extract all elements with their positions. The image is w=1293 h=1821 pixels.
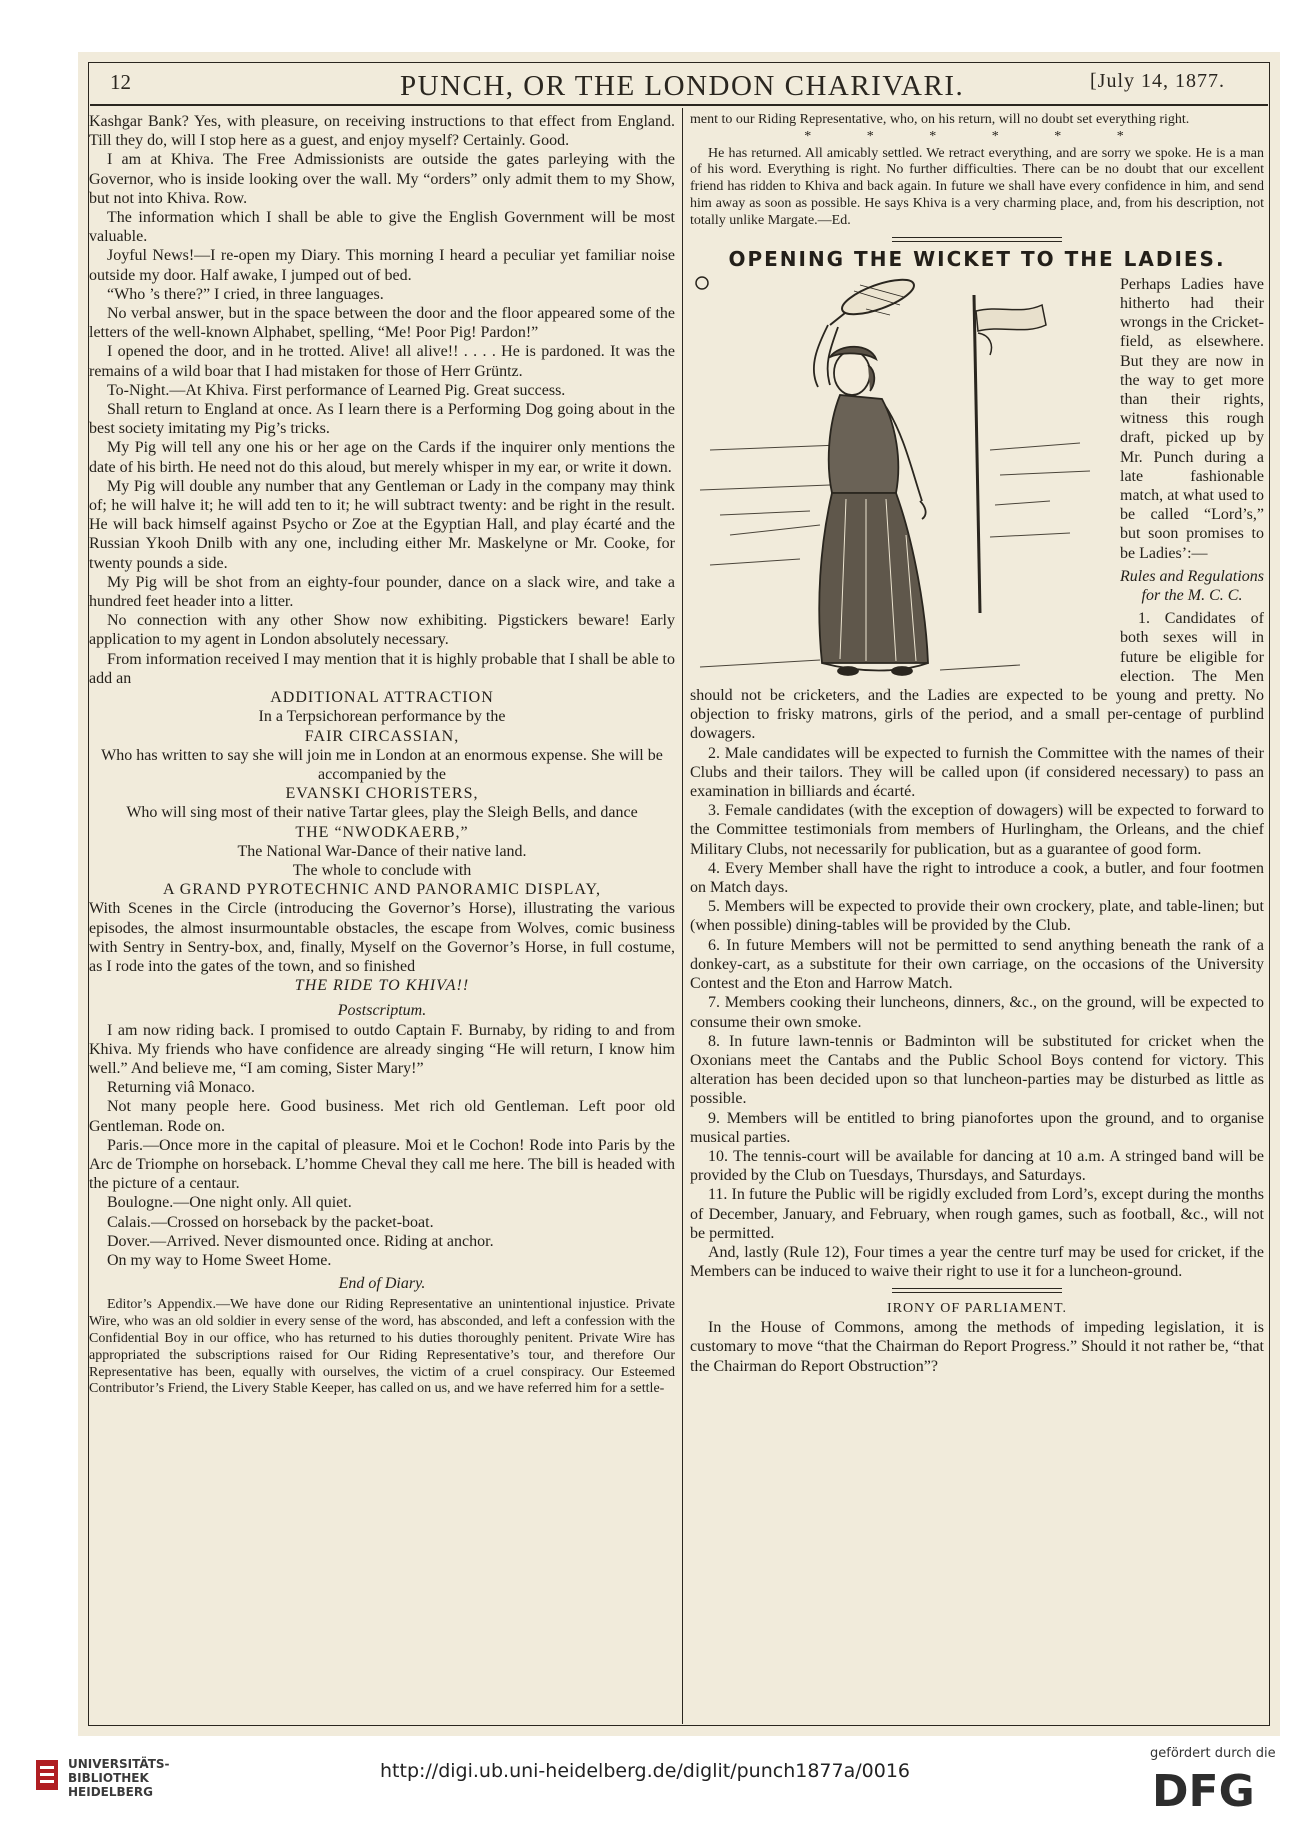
bill-line: In a Terpsichorean performance by the xyxy=(258,708,506,726)
rule-item: 10. The tennis-court will be available for dancing at 10 a.m. A stringed band will be provided by the Club on Tuesdays, Thursdays, and Saturdays. xyxy=(690,1147,1264,1185)
intro-paragraph: Perhaps Ladies have hitherto had their wrongs in the Cricket-field, as elsewhere. But they are now in the way to get more than their rights, witness this rough draft, picked up by Mr. Punch during a late fashionable match, at what used to be called “Lord’s,” but soon promises to be Ladies’:— xyxy=(1120,275,1264,562)
library-line: UNIVERSITÄTS- xyxy=(68,1757,170,1771)
page-number: 12 xyxy=(110,70,131,94)
irony-title: IRONY OF PARLIAMENT. xyxy=(886,1301,1068,1317)
paragraph: He has returned. All amicably settled. We retract everything, and are sorry we spoke. He is a man of his word. Everything is right. No further difficulties. There can be no doubt that our excellent friend has ridden to Khiva and back again. In future we shall have every confidence in him, and send him away as soon as possible. He says Khiva is a very charming place, and, from his description, not totally unlike Margate.—Ed. xyxy=(690,145,1264,228)
paragraph: Not many people here. Good business. Met rich old Gentleman. Left poor old Gentleman. Rode on. xyxy=(89,1098,675,1135)
paragraph: No connection with any other Show now exhibiting. Pigstickers beware! Early application to my agent in London absolutely necessary. xyxy=(89,612,675,649)
paragraph: My Pig will double any number that any Gentleman or Lady in the company may think of; he will halve it; he will add ten to it; he will subtract twenty: and be right in the result. He will back himself against Psycho or Zoe at the Egyptian Hall, and play écarté and the Russian Ykooh Dnilb with any one, including either Mr. Maskelyne or Mr. Cooke, for twenty pounds a side. xyxy=(89,477,675,572)
header-rule xyxy=(90,104,1268,106)
article-intro xyxy=(1120,275,1264,609)
playbill xyxy=(89,688,675,899)
page-title: PUNCH, OR THE LONDON CHARIVARI. xyxy=(400,70,965,102)
bill-line: The National War-Dance of their native land. xyxy=(237,842,527,860)
funding-note: gefördert durch die xyxy=(1150,1746,1276,1761)
paragraph: Paris.—Once more in the capital of pleasure. Moi et le Cochon! Rode into Paris by the Arc de Triomphe on horseback. L’homme Cheval they call me here. The bill is headed with the picture of a centaur. xyxy=(89,1136,675,1193)
paragraph: On my way to Home Sweet Home. xyxy=(107,1251,332,1269)
ride-heading: THE RIDE TO KHIVA!! xyxy=(294,977,470,995)
bill-line: The whole to conclude with xyxy=(292,861,472,879)
rule-item: 8. In future lawn-tennis or Badminton will be substituted for cricket when the Oxonians meet the Cantabs and the Public School Boys contend for victory. This alteration has been decided upon so that luncheon-parties may be disturbed as little as possible. xyxy=(690,1032,1264,1108)
column-rule xyxy=(682,108,683,1724)
paragraph: From information received I may mention that it is highly probable that I shall be able to add an xyxy=(89,650,675,687)
tennis-lady-illustration xyxy=(690,275,1112,679)
rule-item: And, lastly (Rule 12), Four times a year the centre turf may be used for cricket, if the Members can be induced to waive their right to use it for a luncheon-ground. xyxy=(690,1243,1264,1281)
illustration-svg xyxy=(690,275,1112,679)
left-column xyxy=(89,112,675,1398)
rule-item: 9. Members will be entitled to bring pianofortes upon the ground, and to organise musical parties. xyxy=(690,1109,1264,1146)
paragraph: Kashgar Bank? Yes, with pleasure, on receiving instructions to that effect from England. Till they do, will I stop here as a guest, and enjoy myself? Certainly. Good. xyxy=(89,113,675,150)
paragraph: ment to our Riding Representative, who, on his return, will no doubt set everything right. xyxy=(690,112,1190,127)
paragraph: Shall return to England at once. As I learn there is a Performing Dog going about in the best society imitating my Pig’s tricks. xyxy=(89,401,675,438)
footer-bar xyxy=(0,1738,1293,1821)
rules-heading: Rules and Regulations for the M. C. C. xyxy=(1120,567,1264,605)
rule-item: 2. Male candidates will be expected to furnish the Committee with the names of their Clubs and their tailors. They will be called upon (if considered necessary) to pass an examination in billiards and écarté. xyxy=(690,744,1264,801)
article-title: OPENING THE WICKET TO THE LADIES. xyxy=(728,246,1226,271)
paragraph: I am now riding back. I promised to outdo Captain F. Burnaby, by riding to and from Khiva. My friends who have confidence are already singing “He will return, I know him well.” And believe me, “I am coming, Sister Mary!” xyxy=(89,1021,675,1077)
paragraph: I am at Khiva. The Free Admissionists are outside the gates parleying with the Governor, who is inside looking over the wall. My “orders” only admit them to my Show, but not into Khiva. Row. xyxy=(89,151,675,207)
dfg-logo-icon xyxy=(1150,1766,1276,1810)
section-rule xyxy=(892,237,1062,242)
paragraph: The information which I shall be able to give the English Government will be most valuable. xyxy=(89,209,675,246)
paragraph: Calais.—Crossed on horseback by the packet-boat. xyxy=(107,1213,434,1231)
paragraph: To-Night.—At Khiva. First performance of Learned Pig. Great success. xyxy=(107,381,566,399)
rule-item: 1. Candidates of both sexes will in future be eligible for election. The Men should not be cricketers, and the Ladies are expected to be young and pretty. No objection to frisky matrons, girls of the period, and a small per-centage of purblind dowagers. xyxy=(690,610,1264,743)
paragraph: Joyful News!—I re-open my Diary. This morning I heard a peculiar yet familiar noise outside my door. Half awake, I jumped out of bed. xyxy=(89,247,675,284)
rule-item: 5. Members will be expected to provide their own crockery, plate, and table-linen; but (when possible) dining-tables will be provided by the Club. xyxy=(690,898,1264,935)
dfg-logo-text: DFG xyxy=(1152,1766,1255,1810)
university-library-logo-icon xyxy=(34,1758,62,1794)
rule-item: 11. In future the Public will be rigidly excluded from Lord’s, except during the months of December, January, and February, when rough games, such as football, &c., will not be permitted. xyxy=(690,1186,1264,1242)
end-of-diary: End of Diary. xyxy=(338,1275,426,1293)
asterism: * * * * * * xyxy=(804,128,1150,144)
bill-line: A GRAND PYROTECHNIC AND PANORAMIC DISPLAY, xyxy=(163,881,601,899)
paragraph: No verbal answer, but in the space between the door and the floor appeared some of the letters of the well-known Alphabet, spelling, “Me! Poor Pig! Pardon!” xyxy=(89,305,675,342)
rule-item: 7. Members cooking their luncheons, dinners, &c., on the ground, will be expected to consume their own smoke. xyxy=(690,994,1264,1031)
bill-line: EVANSKI CHORISTERS, xyxy=(285,785,479,803)
source-url-link[interactable]: http://digi.ub.uni-heidelberg.de/diglit/punch1877a/0016 xyxy=(380,1760,910,1782)
irony-paragraph: In the House of Commons, among the methods of impeding legislation, it is customary to move “that the Chairman do Report Progress.” Should it not rather be, “that the Chairman do Report Obstruction”? xyxy=(690,1319,1264,1375)
paragraph: “Who ’s there?” I cried, in three languages. xyxy=(107,285,384,303)
page-date: [July 14, 1877. xyxy=(1090,70,1225,92)
bill-line: FAIR CIRCASSIAN, xyxy=(304,727,460,745)
library-line: HEIDELBERG xyxy=(68,1785,153,1799)
bill-line: ADDITIONAL ATTRACTION xyxy=(270,689,494,707)
right-column xyxy=(690,112,1264,1376)
paragraph: My Pig will tell any one his or her age on the Cards if the inquirer only mentions the date of his birth. He need not do this aloud, but merely whisper in my ear, or write it down. xyxy=(89,439,675,476)
paragraph: I opened the door, and in he trotted. Alive! all alive!! . . . . He is pardoned. It was the remains of a wild boar that I had mistaken for those of Herr Grüntz. xyxy=(89,343,675,380)
rule-item: 3. Female candidates (with the exception of dowagers) will be expected to forward to the Committee testimonials from members of Hurlingham, the Orleans, and the chief Military Clubs, not necessarily for publication, but as a guarantee of good form. xyxy=(690,802,1264,858)
postscript-heading: Postscriptum. xyxy=(337,1002,427,1020)
rule-item: 6. In future Members will not be permitted to send anything beneath the rank of a donkey-cart, as a substitute for their own carriage, on the occasions of the University Contest and the Eton and Harrow Match. xyxy=(690,936,1264,993)
paragraph: Dover.—Arrived. Never dismounted once. Riding at anchor. xyxy=(107,1232,494,1250)
bill-line: Who has written to say she will join me in London at an enormous expense. She will be accompanied by the xyxy=(101,746,663,783)
paragraph: Boulogne.—One night only. All quiet. xyxy=(107,1194,352,1212)
section-rule xyxy=(892,1288,1062,1293)
library-line: BIBLIOTHEK xyxy=(68,1771,149,1785)
university-library-name xyxy=(68,1757,170,1799)
editors-appendix: Editor’s Appendix.—We have done our Riding Representative an unintentional injustice. Private Wire, who was an old soldier in every sense of the word, has absconded, and left a confession with the Confidential Boy in our office, who has returned to his duties thoroughly penitent. Private Wire has appropriated the subscriptions raised for Our Riding Representative’s tour, and therefore Our Representative has been, equally with ourselves, the victim of a cruel conspiracy. Our Esteemed Contributor’s Friend, the Livery Stable Keeper, has called on us, and we have referred him for a settle- xyxy=(89,1297,675,1397)
bill-line: Who will sing most of their native Tartar glees, play the Sleigh Bells, and dance xyxy=(126,804,638,822)
paragraph: My Pig will be shot from an eighty-four pounder, dance on a slack wire, and take a hundred feet header into a litter. xyxy=(89,573,675,611)
paragraph: Returning viâ Monaco. xyxy=(107,1079,255,1097)
paragraph: With Scenes in the Circle (introducing the Governor’s Horse), illustrating the various episodes, the almost insurmountable obstacles, the escape from Wolves, comic business with Sentry in Sentry-box, and, finally, Myself on the Governor’s Horse, in full costume, as I rode into the gates of the town, and so finished xyxy=(89,900,675,975)
rule-item: 4. Every Member shall have the right to introduce a cook, a butler, and four footmen on Match days. xyxy=(690,859,1264,897)
bill-line: THE “NWODKAERB,” xyxy=(295,823,469,841)
